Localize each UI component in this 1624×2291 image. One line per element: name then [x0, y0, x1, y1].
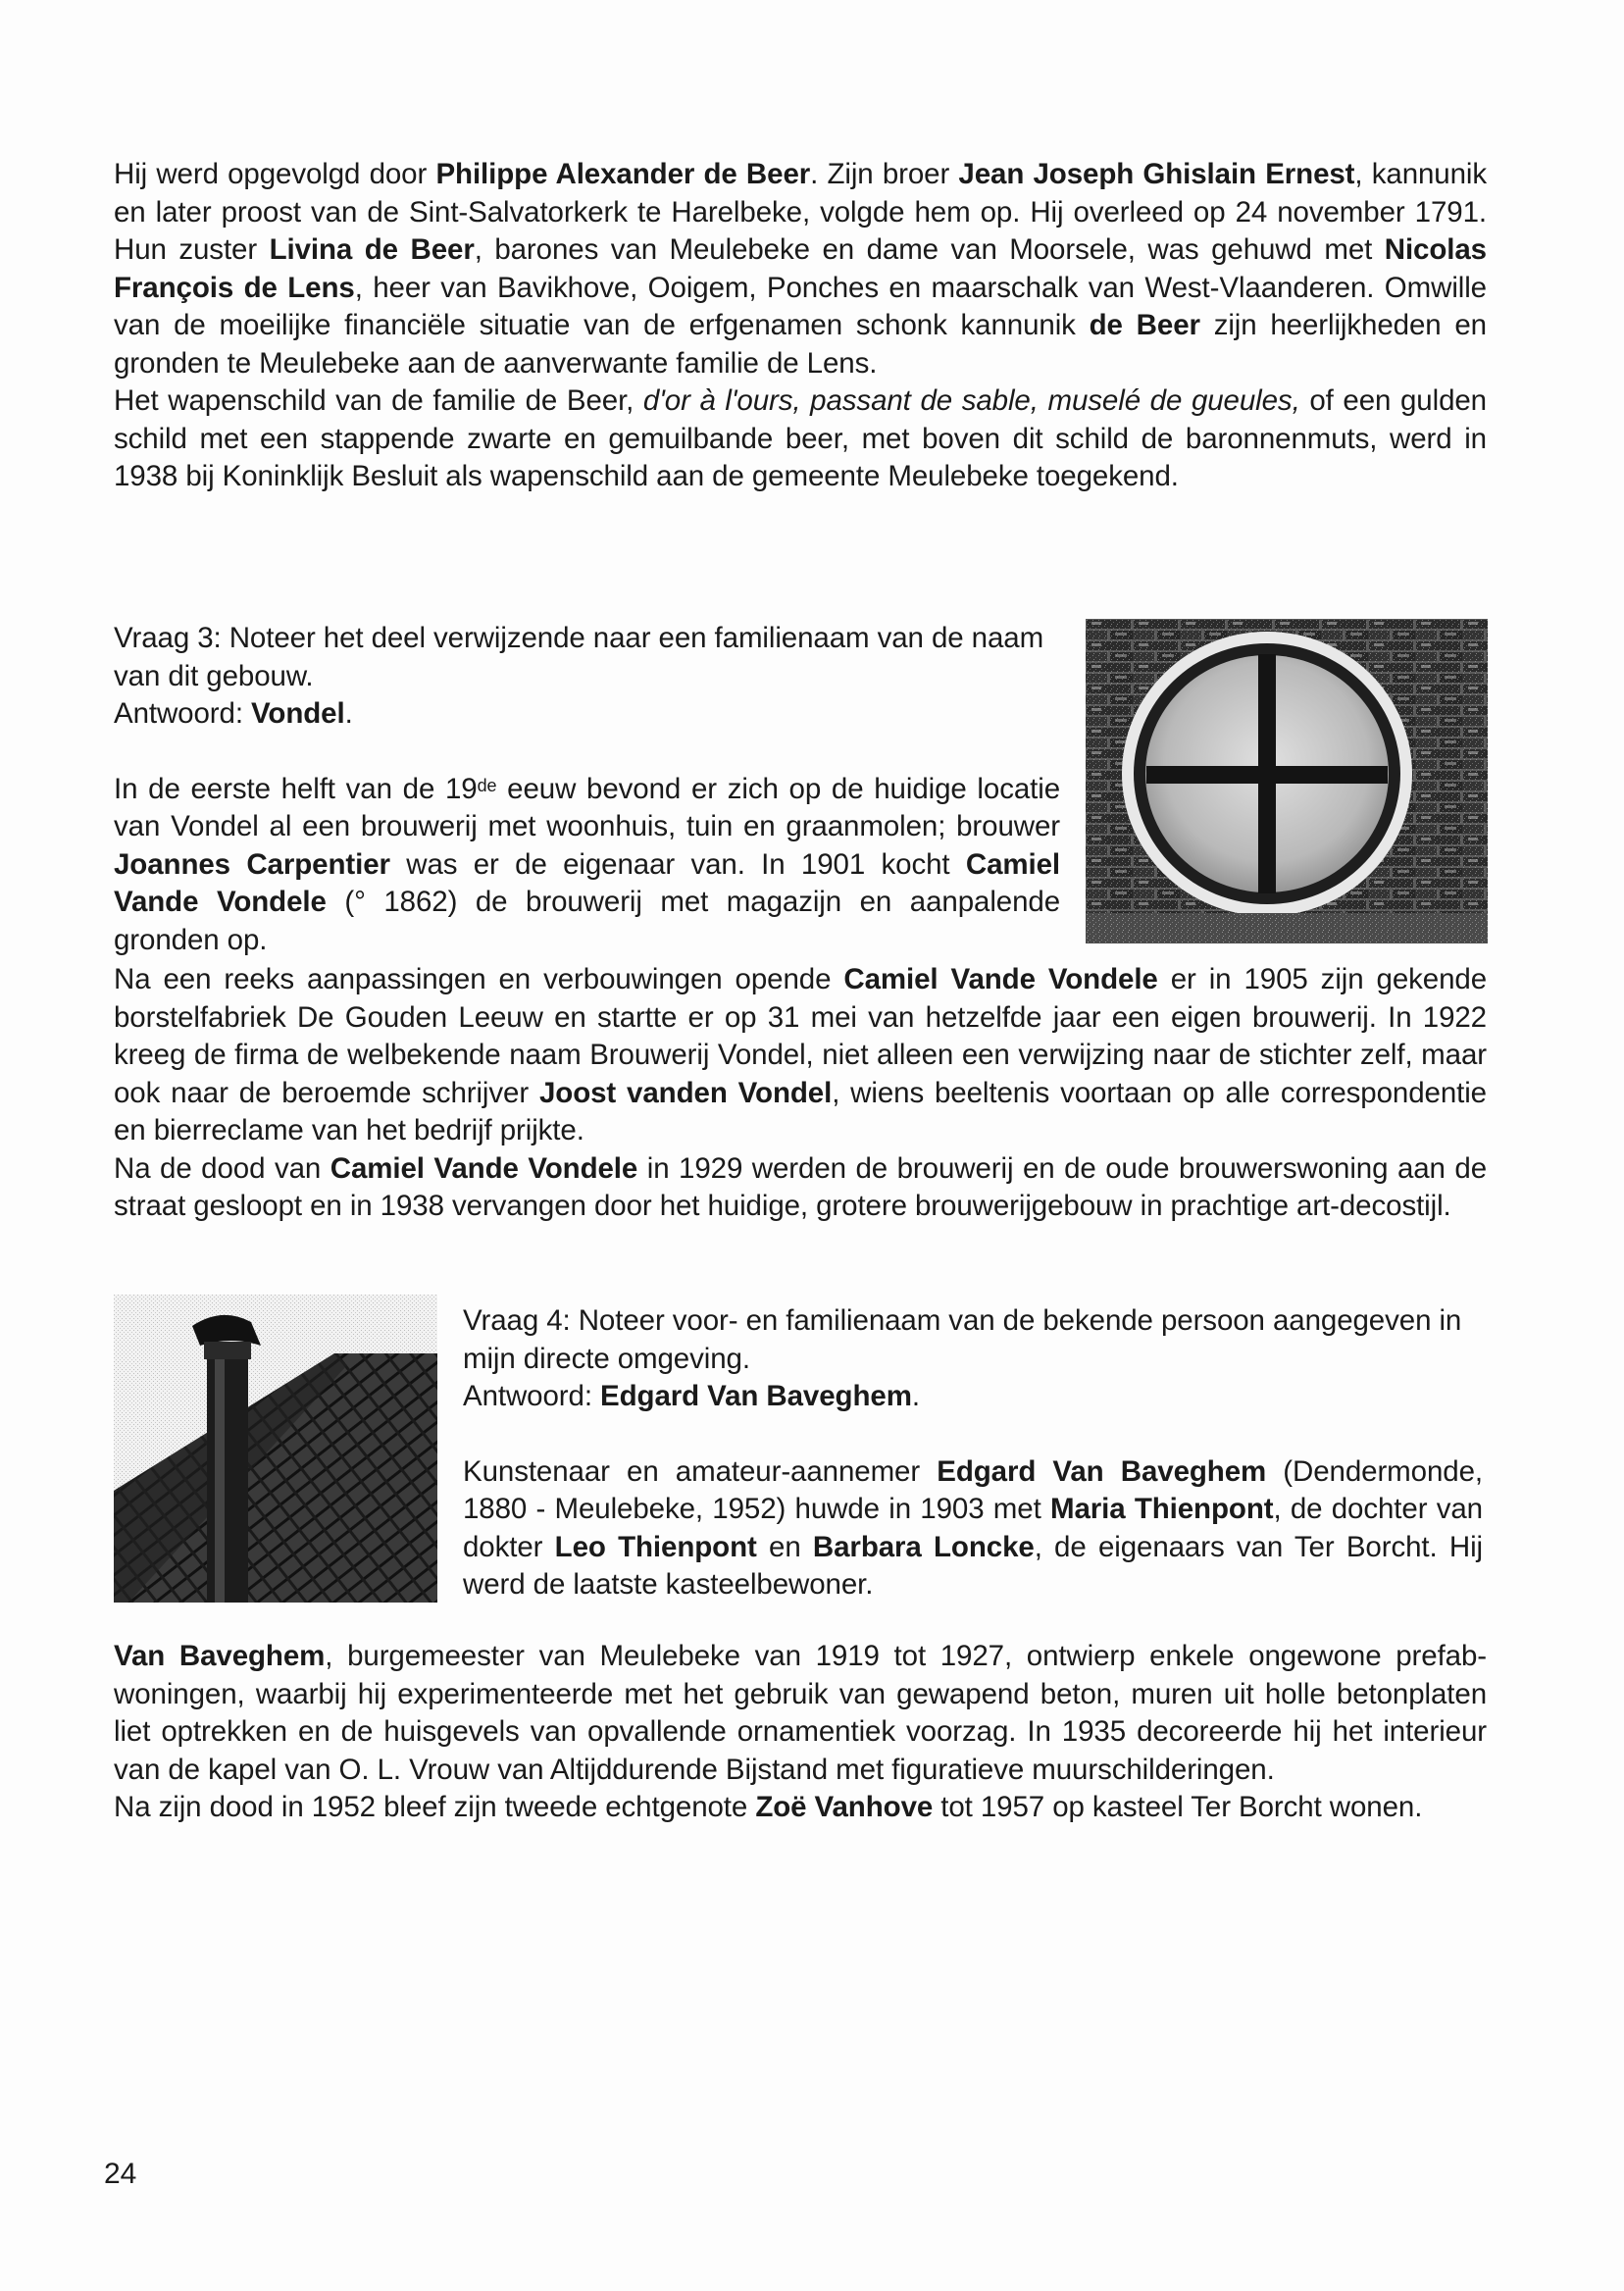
answer-label: Antwoord:: [114, 697, 252, 730]
bold-name: Joost vanden Vondel: [538, 1076, 833, 1109]
answer-label: Antwoord:: [463, 1380, 601, 1412]
text: in 1929 werden de brouwerij en de oude brouwerswoning aan de straat gesloopt en in 1938 vervangen door het huidige, grotere brouwerijgebouw in prachtige art-decostijl.: [114, 1151, 1488, 1222]
question-3-text: Vraag 3: Noteer het deel verwijzende naar een familienaam van de naam van dit gebouw.: [114, 622, 1044, 692]
text: was er de eigenaar van. In 1901 kocht: [389, 847, 966, 881]
text: , de dochter van dokter: [463, 1493, 1483, 1563]
text: er in 1905 zijn gekende borstelfabriek De Gouden Leeuw en startte er op 31 mei van hetzelfde jaar een eigen brouwerij. In 1922 kreeg de firma de welbekende naam Brouwerij Vondel, niet alleen een verwijzing naar de stichter zelf, maar ook naar de beroemde schrijver: [114, 963, 1487, 1109]
baveghem-intro-paragraph: [463, 1453, 1483, 1604]
vondel-paragraph-1: [114, 961, 1487, 1150]
text: , wiens beeltenis voortaan op alle correspondentie en bierreclame van het bedrijf prijkte.: [114, 1076, 1487, 1146]
bold-name: Philippe Alexander de Beer: [435, 158, 811, 190]
chimney-roof-photo: [114, 1295, 437, 1603]
text: of een gulden schild met een stappende zwarte en gemuilbande beer, met boven dit schild de baronnenmuts, werd in 1938 bij Koninklijk Besluit als wapenschild aan de gemeente Meulebeke toegekend.: [114, 384, 1487, 492]
round-window-photo: [1086, 619, 1488, 943]
text: , burgemeester van Meulebeke van 1919 tot 1927, ontwierp enkele ongewone prefab-woningen, waarbij hij experimenteerde met het gebruik van gewapend beton, muren uit holle betonplaten liet optrekken en de huisgevels van opvallende ornamentiek voorzag. In 1935 decoreerde hij het interieur van de kapel van O. L. Vrouw van Altijddurende Bijstand met figuratieve muurschilderingen.: [114, 1640, 1488, 1786]
answer-4: [463, 1378, 1483, 1416]
text: Na een reeks aanpassingen en verbouwingen opende: [114, 963, 844, 995]
text: , heer van Bavikhove, Ooigem, Ponches en maarschalk van West-Vlaanderen. Omwille van de moeilijke financiële situatie van de erfgenamen schonk kannunik: [114, 271, 1487, 341]
bold-name: Maria Thienpont: [1049, 1493, 1274, 1525]
brewery-origin-paragraph: [114, 771, 1060, 960]
bold-name: Zoë Vanhove: [755, 1791, 934, 1823]
superscript: de: [477, 775, 497, 795]
answer-value: Vondel: [251, 697, 345, 730]
bold-name: de Beer: [1089, 309, 1200, 341]
intro-paragraph-2: [114, 382, 1487, 496]
bold-name: Livina de Beer: [269, 233, 475, 266]
text: Na de dood van: [114, 1151, 330, 1185]
intro-paragraph-1: [114, 156, 1487, 382]
baveghem-paragraph-2: [114, 1789, 1487, 1827]
text: zijn heerlijkheden en gronden te Meulebeke aan de aanverwante familie de Lens.: [114, 309, 1487, 380]
baveghem-paragraph-1: [114, 1638, 1487, 1789]
baveghem-section: [114, 1638, 1487, 1827]
answer-3: [114, 695, 1060, 734]
bold-name: Van Baveghem: [114, 1640, 326, 1672]
bold-name: Jean Joseph Ghislain Ernest: [958, 158, 1355, 190]
text: Kunstenaar en amateur-aannemer: [463, 1454, 938, 1488]
vondel-history-section: [114, 961, 1487, 1226]
answer-value: Edgard Van Baveghem: [600, 1380, 912, 1412]
text: .: [911, 1380, 920, 1412]
text: , kannunik en later proost van de Sint-Salvatorkerk te Harelbeke, volgde hem op. Hij overleed op 24 november 1791. Hun zuster: [114, 158, 1488, 266]
text: tot 1957 op kasteel Ter Borcht wonen.: [933, 1791, 1423, 1823]
text: , barones van Meulebeke en dame van Moorsele, was gehuwd met: [474, 233, 1385, 266]
bold-name: Edgard Van Baveghem: [937, 1454, 1267, 1488]
text: .: [344, 697, 353, 730]
text: eeuw bevond er zich op de huidige locatie van Vondel al een brouwerij met woonhuis, tuin en graanmolen; brouwer: [114, 772, 1061, 842]
text: (° 1862) de brouwerij met magazijn en aanpalende gronden op.: [114, 886, 1061, 956]
bold-name: Camiel Vande Vondele: [114, 847, 1061, 918]
text: . Zijn broer: [810, 158, 959, 190]
bold-name: Camiel Vande Vondele: [843, 963, 1158, 995]
text: , de eigenaars van Ter Borcht. Hij werd de laatste kasteelbewoner.: [463, 1530, 1483, 1601]
question-3-section: [114, 620, 1060, 959]
vondel-paragraph-2: [114, 1150, 1487, 1226]
text: Het wapenschild van de familie de Beer,: [114, 384, 643, 417]
text: In de eerste helft van de 19: [114, 772, 478, 805]
bold-name: Nicolas François de Lens: [114, 233, 1487, 304]
text: Na zijn dood in 1952 bleef zijn tweede echtgenote: [114, 1791, 756, 1823]
intro-section: [114, 156, 1487, 496]
italic-blazon: d'or à l'ours, passant de sable, muselé de gueules,: [642, 384, 1300, 417]
bold-name: Barbara Loncke: [812, 1530, 1035, 1563]
bold-name: Camiel Vande Vondele: [330, 1151, 638, 1185]
text: Hij werd opgevolgd door: [114, 158, 436, 190]
question-4-text: Vraag 4: Noteer voor- en familienaam van de bekende persoon aangegeven in mijn directe omgeving.: [463, 1304, 1462, 1375]
text: (Dendermonde, 1880 - Meulebeke, 1952) huwde in 1903 met: [463, 1454, 1483, 1525]
text: en: [756, 1530, 813, 1563]
bold-name: Leo Thienpont: [554, 1530, 757, 1563]
question-4-section: [463, 1302, 1483, 1604]
page-number: 24: [104, 2158, 137, 2190]
bold-name: Joannes Carpentier: [114, 847, 390, 881]
